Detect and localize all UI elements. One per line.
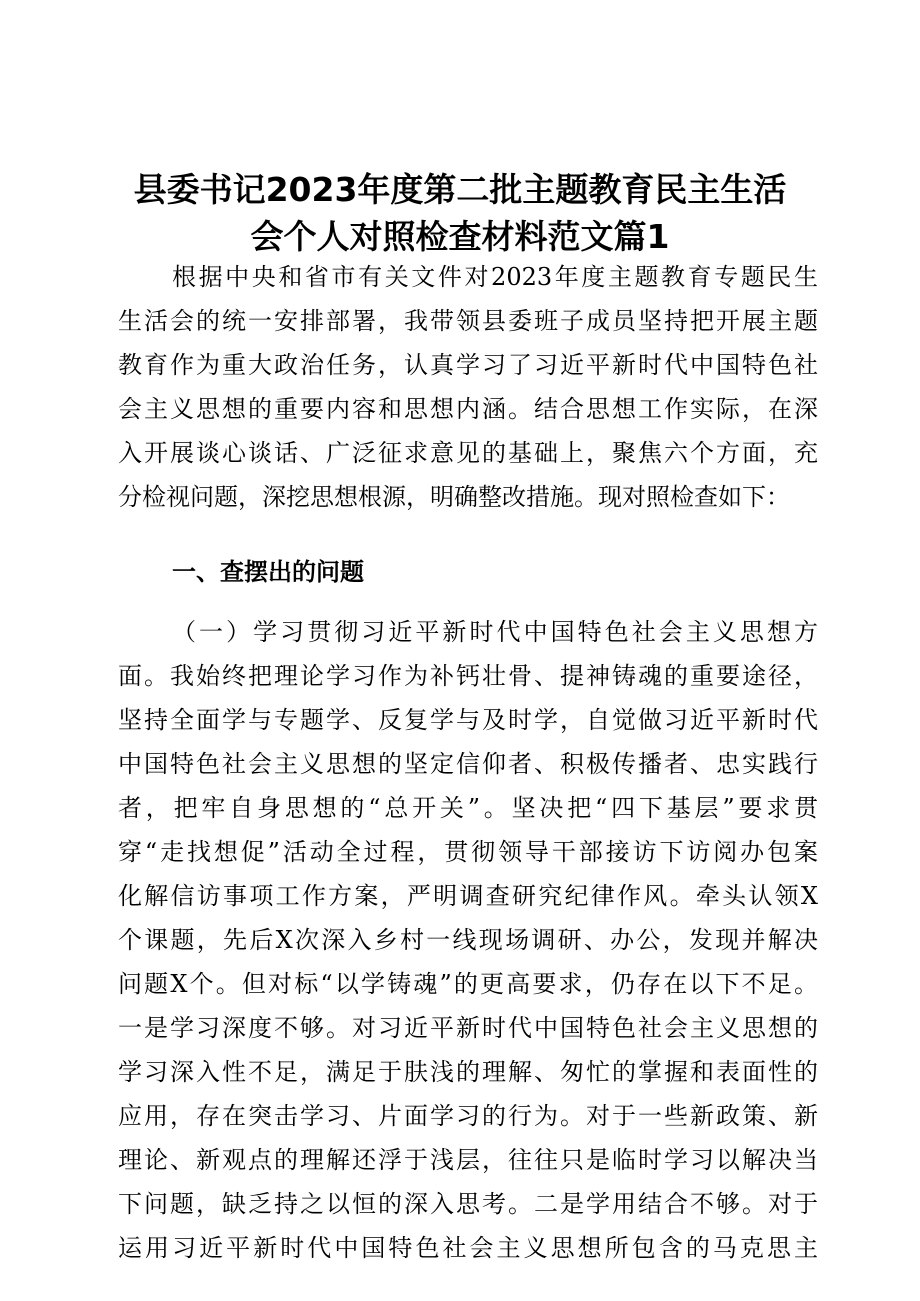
body-line: 下问题，缺乏持之以恒的深入思考。二是学用结合不够。对于 (118, 1190, 818, 1218)
title-line: 会个人对照检查材料范文篇1 (250, 217, 670, 256)
intro-line: 根据中央和省市有关文件对2023年度主题教育专题民生 (172, 263, 818, 291)
section-heading: 一、查摆出的问题 (172, 558, 364, 586)
body-line: 学习深入性不足，满足于肤浅的理解、匆忙的掌握和表面性的 (118, 1058, 818, 1086)
intro-line: 会主义思想的重要内容和思想内涵。结合思想工作实际，在深 (118, 395, 818, 423)
body-line: 中国特色社会主义思想的坚定信仰者、积极传播者、忠实践行 (118, 750, 818, 778)
body-line: 理论、新观点的理解还浮于浅层，往往只是临时学习以解决当 (118, 1146, 818, 1174)
body-line: 问题X个。但对标“以学铸魂”的更高要求，仍存在以下不足。 (118, 970, 818, 998)
body-line: 运用习近平新时代中国特色社会主义思想所包含的马克思主 (118, 1234, 818, 1262)
intro-line: 生活会的统一安排部署，我带领县委班子成员坚持把开展主题 (118, 307, 818, 335)
intro-line: 分检视问题，深挖思想根源，明确整改措施。现对照检查如下： (118, 483, 790, 511)
intro-line: 入开展谈心谈话、广泛征求意见的基础上，聚焦六个方面，充 (118, 439, 818, 467)
body-line: 面。我始终把理论学习作为补钙壮骨、提神铸魂的重要途径， (118, 662, 818, 690)
title-line: 县委书记2023年度第二批主题教育民主生活 (133, 170, 787, 209)
body-line: 者，把牢自身思想的“总开关”。坚决把“四下基层”要求贯 (118, 794, 818, 822)
intro-line: 教育作为重大政治任务，认真学习了习近平新时代中国特色社 (118, 351, 818, 379)
body-line: 穿“走找想促”活动全过程，贯彻领导干部接访下访阅办包案 (118, 838, 818, 866)
body-line: 坚持全面学与专题学、反复学与及时学，自觉做习近平新时代 (118, 706, 818, 734)
body-line: 化解信访事项工作方案，严明调查研究纪律作风。牵头认领X (118, 882, 818, 910)
body-line: 一是学习深度不够。对习近平新时代中国特色社会主义思想的 (118, 1014, 818, 1042)
body-line: （一）学习贯彻习近平新时代中国特色社会主义思想方 (172, 618, 818, 646)
body-line: 个课题，先后X次深入乡村一线现场调研、办公，发现并解决 (118, 926, 818, 954)
document-title (110, 166, 810, 260)
body-line: 应用，存在突击学习、片面学习的行为。对于一些新政策、新 (118, 1102, 818, 1130)
